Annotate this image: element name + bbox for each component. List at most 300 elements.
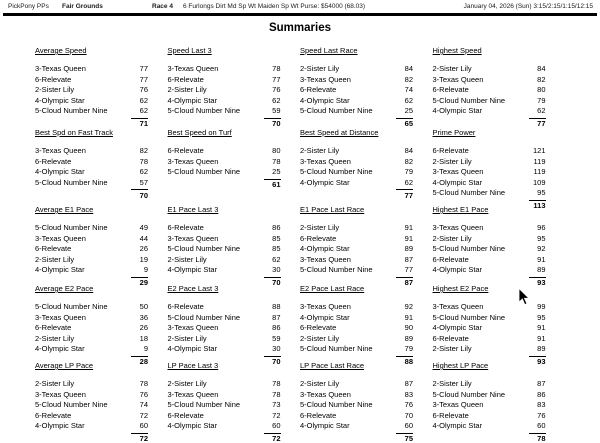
header-divider — [3, 13, 597, 16]
horse-value: 72 — [139, 410, 148, 420]
app-name: PickPony PPs — [8, 3, 49, 10]
horse-name: 4-Olympic Star — [35, 421, 85, 431]
horse-value: 91 — [537, 323, 546, 333]
horse-row — [35, 334, 148, 345]
summaries-grid — [35, 46, 565, 443]
horse-row — [168, 344, 281, 355]
horse-row — [300, 234, 413, 245]
horse-row — [35, 234, 148, 245]
horse-name: 5-Cloud Number Nine — [432, 312, 506, 322]
horse-row — [433, 64, 546, 75]
mouse-cursor-icon — [518, 288, 530, 311]
horse-name: 2-Sister Lily — [432, 344, 472, 354]
horse-value: 74 — [404, 85, 413, 95]
horse-value: 60 — [404, 421, 413, 431]
horse-name: 3-Texas Queen — [432, 223, 484, 232]
horse-value: 87 — [404, 379, 413, 388]
horse-name: 4-Olympic Star — [300, 421, 350, 431]
section-average: 93 — [529, 277, 546, 288]
horse-row — [168, 379, 281, 390]
horse-value: 83 — [404, 389, 413, 399]
horse-row — [433, 344, 546, 355]
horse-row — [300, 85, 413, 96]
summary-section — [167, 361, 281, 443]
horse-value: 89 — [404, 333, 413, 343]
horse-value: 89 — [537, 344, 546, 354]
horse-row — [300, 411, 413, 422]
horse-row — [433, 334, 546, 345]
section-rows — [300, 302, 413, 355]
horse-name: 6-Relevate — [167, 302, 204, 311]
section-title: Average E2 Pace — [35, 284, 94, 293]
horse-name: 2-Sister Lily — [167, 333, 207, 343]
horse-value: 79 — [537, 95, 546, 105]
section-rows — [35, 379, 148, 432]
track-name: Fair Grounds — [62, 3, 103, 10]
section-title: Speed Last Race — [300, 46, 358, 55]
horse-value: 77 — [272, 74, 281, 84]
horse-value: 78 — [139, 156, 148, 166]
horse-value: 83 — [537, 400, 546, 410]
horse-name: 2-Sister Lily — [300, 223, 340, 232]
horse-value: 60 — [537, 421, 546, 431]
section-total-row — [300, 118, 413, 129]
horse-name: 6-Relevate — [167, 410, 204, 420]
horse-row — [433, 157, 546, 168]
horse-name: 6-Relevate — [35, 244, 72, 254]
horse-row — [433, 411, 546, 422]
horse-row — [35, 323, 148, 334]
horse-value: 109 — [532, 177, 546, 187]
horse-row — [300, 255, 413, 266]
section-average: 28 — [131, 356, 148, 367]
horse-name: 3-Texas Queen — [300, 389, 351, 399]
horse-value: 18 — [139, 333, 148, 343]
horse-name: 5-Cloud Number Nine — [167, 400, 241, 410]
horse-value: 44 — [139, 233, 148, 243]
summary-section — [300, 205, 413, 288]
horse-value: 84 — [404, 146, 413, 155]
horse-row — [168, 64, 281, 75]
horse-name: 5-Cloud Number Nine — [300, 265, 373, 275]
horse-value: 86 — [272, 323, 281, 333]
horse-value: 91 — [404, 223, 413, 232]
horse-value: 76 — [139, 389, 148, 399]
horse-row — [300, 265, 413, 276]
horse-value: 84 — [537, 64, 546, 73]
horse-name: 2-Sister Lily — [35, 254, 75, 264]
section-title: Best Speed at Distance — [300, 128, 379, 137]
horse-value: 62 — [272, 95, 281, 105]
horse-row — [433, 379, 546, 390]
horse-value: 79 — [404, 167, 413, 177]
horse-name: 2-Sister Lily — [432, 64, 472, 73]
horse-name: 5-Cloud Number Nine — [300, 400, 373, 410]
horse-row — [300, 106, 413, 117]
horse-value: 70 — [404, 410, 413, 420]
horse-row — [300, 167, 413, 178]
horse-name: 2-Sister Lily — [432, 233, 472, 243]
horse-row — [168, 334, 281, 345]
horse-name: 3-Texas Queen — [300, 254, 351, 264]
horse-value: 89 — [404, 244, 413, 254]
race-conditions: 6 Furlongs Dirt Md Sp Wt Maiden Sp Wt Purse: $54000 (68.03) — [183, 3, 366, 10]
horse-row — [35, 265, 148, 276]
horse-value: 30 — [272, 344, 281, 354]
horse-value: 77 — [404, 265, 413, 275]
horse-name: 2-Sister Lily — [300, 64, 340, 73]
summary-section — [432, 205, 546, 288]
horse-row — [168, 75, 281, 86]
horse-value: 59 — [272, 106, 281, 116]
horse-name: 5-Cloud Number Nine — [35, 106, 108, 116]
horse-value: 86 — [272, 223, 281, 232]
section-average: 72 — [131, 433, 148, 443]
horse-name: 6-Relevate — [432, 85, 469, 95]
horse-name: 4-Olympic Star — [300, 177, 350, 187]
horse-row — [35, 344, 148, 355]
section-title: Highest E1 Pace — [432, 205, 489, 214]
section-total-row — [35, 433, 148, 443]
horse-row — [300, 379, 413, 390]
horse-name: 4-Olympic Star — [300, 95, 350, 105]
horse-value: 79 — [404, 344, 413, 354]
horse-name: 5-Cloud Number Nine — [35, 400, 108, 410]
summary-section — [168, 128, 281, 205]
section-title: E1 Pace Last 3 — [167, 205, 219, 214]
horse-value: 76 — [404, 400, 413, 410]
horse-value: 95 — [537, 188, 546, 198]
horse-name: 4-Olympic Star — [35, 167, 85, 177]
section-average: 29 — [131, 277, 148, 288]
horse-name: 6-Relevate — [167, 223, 204, 232]
horse-value: 85 — [272, 233, 281, 243]
horse-value: 119 — [533, 156, 546, 166]
horse-row — [35, 96, 148, 107]
horse-row — [433, 188, 546, 199]
section-rows — [433, 379, 546, 432]
horse-name: 6-Relevate — [35, 156, 72, 166]
horse-name: 6-Relevate — [167, 74, 204, 84]
horse-value: 91 — [537, 333, 546, 343]
section-title: E2 Pace Last Race — [300, 284, 365, 293]
horse-row — [35, 313, 148, 324]
horse-name: 4-Olympic Star — [432, 106, 483, 116]
horse-row — [168, 96, 281, 107]
horse-value: 85 — [272, 244, 281, 254]
horse-name: 3-Texas Queen — [300, 74, 351, 84]
race-datetime: January 04, 2026 (Sun) 3:15/2:15/1:15/12:15 — [463, 3, 593, 10]
horse-value: 62 — [139, 95, 148, 105]
horse-row — [433, 178, 546, 189]
horse-name: 4-Olympic Star — [35, 344, 85, 354]
horse-name: 5-Cloud Number Nine — [300, 167, 373, 177]
horse-name: 5-Cloud Number Nine — [167, 244, 241, 254]
horse-name: 3-Texas Queen — [35, 64, 86, 73]
section-average: 65 — [396, 118, 413, 129]
section-total-row — [433, 118, 546, 129]
horse-value: 95 — [537, 233, 546, 243]
horse-row — [300, 302, 413, 313]
horse-value: 78 — [272, 389, 281, 399]
section-average: 77 — [396, 189, 413, 200]
horse-row — [433, 223, 546, 234]
section-title: E1 Pace Last Race — [300, 205, 365, 214]
horse-name: 2-Sister Lily — [432, 156, 472, 166]
horse-name: 5-Cloud Number Nine — [35, 223, 108, 232]
summary-section — [35, 205, 148, 288]
horse-value: 62 — [537, 106, 546, 116]
section-title: Average E1 Pace — [35, 205, 94, 214]
horse-value: 62 — [272, 254, 281, 264]
summary-section — [35, 361, 148, 443]
horse-name: 6-Relevate — [35, 323, 72, 333]
horse-value: 26 — [139, 323, 148, 333]
horse-row — [433, 234, 546, 245]
horse-row — [168, 255, 281, 266]
section-title: LP Pace Last Race — [300, 361, 365, 370]
section-rows — [433, 146, 546, 199]
horse-value: 121 — [532, 146, 546, 155]
horse-name: 3-Texas Queen — [35, 389, 86, 399]
horse-value: 82 — [537, 74, 546, 84]
summary-section — [168, 46, 281, 128]
horse-value: 73 — [272, 400, 281, 410]
horse-value: 60 — [272, 421, 281, 431]
horse-value: 76 — [537, 410, 546, 420]
horse-name: 5-Cloud Number Nine — [432, 244, 506, 254]
horse-row — [35, 157, 148, 168]
horse-value: 77 — [139, 64, 148, 73]
horse-row — [300, 146, 413, 157]
horse-name: 5-Cloud Number Nine — [167, 167, 241, 177]
horse-row — [35, 400, 148, 411]
horse-row — [168, 85, 281, 96]
horse-name: 3-Texas Queen — [300, 302, 351, 311]
horse-row — [300, 223, 413, 234]
horse-row — [168, 302, 281, 313]
horse-value: 50 — [139, 302, 148, 311]
section-average: 87 — [396, 277, 413, 288]
horse-row — [433, 85, 546, 96]
summary-section — [300, 361, 413, 443]
section-total-row — [35, 118, 148, 129]
section-rows — [300, 379, 413, 432]
section-average: 61 — [264, 179, 281, 190]
horse-row — [168, 157, 281, 168]
summary-section — [35, 46, 148, 128]
horse-row — [168, 146, 281, 157]
horse-row — [168, 244, 281, 255]
section-rows — [300, 146, 413, 188]
section-title: Highest LP Pace — [432, 361, 489, 370]
horse-name: 6-Relevate — [167, 146, 204, 155]
horse-value: 62 — [404, 95, 413, 105]
horse-name: 5-Cloud Number Nine — [35, 177, 108, 187]
section-total-row — [168, 433, 281, 443]
horse-row — [168, 390, 281, 401]
horse-row — [35, 167, 148, 178]
section-rows — [168, 379, 281, 432]
horse-value: 77 — [139, 74, 148, 84]
section-average: 88 — [396, 356, 413, 367]
horse-value: 91 — [404, 233, 413, 243]
horse-row — [300, 64, 413, 75]
horse-row — [168, 323, 281, 334]
section-average: 70 — [131, 189, 148, 200]
section-total-row — [433, 433, 546, 443]
horse-name: 2-Sister Lily — [167, 379, 207, 388]
section-title: Average Speed — [35, 46, 87, 55]
horse-value: 78 — [139, 379, 148, 388]
horse-row — [35, 244, 148, 255]
horse-name: 5-Cloud Number Nine — [35, 302, 108, 311]
horse-name: 6-Relevate — [300, 410, 337, 420]
horse-row — [433, 167, 546, 178]
horse-name: 4-Olympic Star — [35, 265, 85, 275]
horse-row — [35, 379, 148, 390]
horse-value: 80 — [537, 85, 546, 95]
horse-row — [300, 390, 413, 401]
section-average: 70 — [264, 118, 281, 129]
horse-row — [433, 106, 546, 117]
horse-name: 3-Texas Queen — [35, 312, 86, 322]
horse-value: 92 — [537, 244, 546, 254]
horse-value: 9 — [143, 265, 148, 275]
section-total-row — [300, 189, 413, 200]
horse-name: 3-Texas Queen — [167, 389, 219, 399]
section-rows — [168, 302, 281, 355]
horse-name: 2-Sister Lily — [35, 333, 75, 343]
horse-value: 19 — [139, 254, 148, 264]
horse-row — [168, 411, 281, 422]
horse-row — [433, 96, 546, 107]
horse-value: 99 — [537, 302, 546, 311]
section-average: 77 — [529, 118, 546, 129]
summary-section — [433, 46, 546, 128]
horse-value: 82 — [139, 146, 148, 155]
summary-section — [300, 128, 413, 205]
horse-row — [35, 411, 148, 422]
horse-row — [433, 265, 546, 276]
horse-value: 49 — [139, 223, 148, 232]
section-rows — [168, 223, 281, 276]
horse-name: 5-Cloud Number Nine — [432, 389, 506, 399]
horse-row — [433, 255, 546, 266]
horse-value: 76 — [139, 85, 148, 95]
horse-row — [168, 223, 281, 234]
horse-name: 2-Sister Lily — [300, 333, 340, 343]
horse-name: 6-Relevate — [300, 323, 337, 333]
horse-name: 4-Olympic Star — [432, 421, 483, 431]
horse-name: 4-Olympic Star — [300, 244, 350, 254]
horse-row — [300, 157, 413, 168]
summary-section — [300, 46, 413, 128]
horse-value: 74 — [139, 400, 148, 410]
horse-name: 3-Texas Queen — [432, 302, 484, 311]
horse-name: 6-Relevate — [432, 333, 469, 343]
horse-value: 76 — [272, 85, 281, 95]
horse-name: 2-Sister Lily — [35, 85, 75, 95]
horse-value: 91 — [404, 312, 413, 322]
section-average: 93 — [529, 356, 546, 367]
horse-value: 25 — [404, 106, 413, 116]
horse-name: 6-Relevate — [300, 85, 337, 95]
horse-value: 84 — [404, 64, 413, 73]
section-total-row — [300, 433, 413, 443]
horse-name: 3-Texas Queen — [167, 64, 219, 73]
horse-name: 2-Sister Lily — [35, 379, 75, 388]
section-average: 78 — [529, 433, 546, 443]
horse-row — [168, 265, 281, 276]
section-total-row — [168, 118, 281, 129]
summary-section — [35, 128, 148, 205]
horse-value: 62 — [139, 167, 148, 177]
horse-row — [300, 323, 413, 334]
horse-value: 91 — [537, 254, 546, 264]
section-average: 70 — [264, 277, 281, 288]
horse-row — [35, 255, 148, 266]
horse-value: 96 — [537, 223, 546, 232]
horse-row — [35, 64, 148, 75]
horse-row — [300, 178, 413, 189]
horse-value: 82 — [404, 156, 413, 166]
horse-row — [433, 244, 546, 255]
section-average: 71 — [131, 118, 148, 129]
horse-row — [35, 223, 148, 234]
horse-value: 9 — [143, 344, 148, 354]
horse-value: 87 — [272, 312, 281, 322]
horse-name: 4-Olympic Star — [167, 421, 218, 431]
horse-row — [300, 313, 413, 324]
horse-value: 78 — [272, 156, 281, 166]
horse-row — [168, 167, 281, 178]
horse-value: 60 — [139, 421, 148, 431]
horse-value: 72 — [272, 410, 281, 420]
section-title: LP Pace Last 3 — [167, 361, 219, 370]
horse-name: 2-Sister Lily — [300, 146, 340, 155]
horse-value: 89 — [537, 265, 546, 275]
section-average: 70 — [264, 356, 281, 367]
summary-section — [167, 205, 281, 288]
horse-name: 2-Sister Lily — [167, 85, 207, 95]
section-title: Speed Last 3 — [167, 46, 212, 55]
horse-row — [433, 421, 546, 432]
horse-name: 2-Sister Lily — [300, 379, 340, 388]
horse-value: 26 — [139, 244, 148, 254]
section-rows — [433, 64, 546, 117]
horse-value: 30 — [272, 265, 281, 275]
section-rows — [35, 302, 148, 355]
horse-value: 36 — [139, 312, 148, 322]
section-rows — [300, 223, 413, 276]
horse-row — [300, 244, 413, 255]
section-title: Best Speed on Turf — [167, 128, 232, 137]
horse-row — [35, 421, 148, 432]
horse-name: 3-Texas Queen — [432, 167, 484, 177]
section-rows — [168, 146, 281, 178]
horse-row — [35, 106, 148, 117]
horse-row — [300, 344, 413, 355]
horse-value: 87 — [404, 254, 413, 264]
horse-value: 78 — [272, 379, 281, 388]
section-average: 113 — [529, 200, 546, 211]
horse-name: 4-Olympic Star — [300, 312, 350, 322]
horse-name: 3-Texas Queen — [167, 233, 219, 243]
horse-name: 3-Texas Queen — [432, 400, 484, 410]
section-title: Average LP Pace — [35, 361, 94, 370]
horse-name: 4-Olympic Star — [167, 265, 218, 275]
